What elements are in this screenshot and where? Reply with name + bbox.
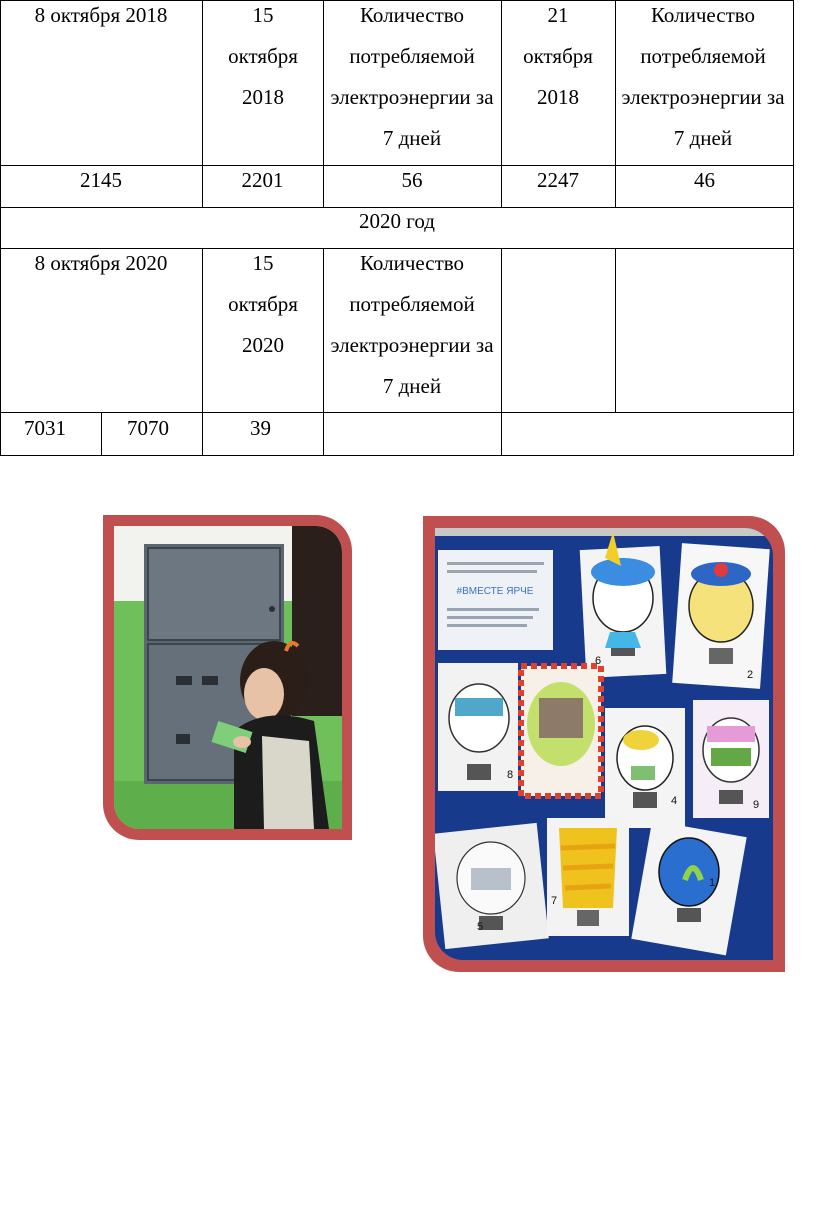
header-consumption-3: Количество потребляемой электроэнергии за 7 дней bbox=[330, 251, 494, 398]
bulb-number: 1 bbox=[709, 877, 716, 889]
consumption-table bbox=[0, 0, 794, 456]
bulb-sheet bbox=[605, 708, 685, 828]
table-rule bbox=[0, 455, 794, 456]
girl-reading-meter-photo bbox=[103, 515, 352, 840]
header-date-8-oct-2018: 8 октября 2018 bbox=[34, 3, 168, 27]
reading-2247: 2247 bbox=[537, 168, 579, 192]
table-rule bbox=[101, 412, 102, 456]
bulb-sheet bbox=[438, 663, 518, 791]
poster-title: #ВМЕСТЕ ЯРЧЕ bbox=[456, 586, 534, 597]
bulb-sheet bbox=[631, 821, 746, 956]
reading-7031: 7031 bbox=[24, 416, 66, 440]
consumption-46: 46 bbox=[694, 168, 715, 192]
year-2020-heading: 2020 год bbox=[359, 209, 435, 233]
reading-2145: 2145 bbox=[80, 168, 122, 192]
table-rule bbox=[202, 248, 203, 456]
table-rule bbox=[501, 248, 502, 456]
bulb-number: 8 bbox=[507, 769, 514, 781]
header-consumption-2: Количество потребляемой электроэнергии за 7 дней bbox=[621, 3, 785, 150]
bulb-number: 4 bbox=[671, 795, 678, 807]
board-photo-illustration bbox=[435, 528, 773, 960]
bulb-sheet bbox=[672, 543, 770, 689]
photo-image bbox=[435, 528, 773, 960]
lightbulb-drawings-board-photo bbox=[423, 516, 785, 972]
reading-7070: 7070 bbox=[127, 416, 169, 440]
bulb-number: 6 bbox=[595, 655, 602, 667]
header-consumption-1: Количество потребляемой электроэнергии за 7 дней bbox=[330, 3, 494, 150]
header-date-15-oct-2018: 15 октября 2018 bbox=[228, 3, 298, 109]
consumption-39: 39 bbox=[250, 416, 271, 440]
meter-photo-illustration bbox=[114, 526, 342, 829]
reading-2201: 2201 bbox=[241, 168, 284, 192]
bulb-sheet bbox=[521, 666, 601, 796]
bulb-sheet bbox=[547, 818, 629, 936]
table-rule bbox=[615, 248, 616, 413]
header-date-15-oct-2020: 15 октября 2020 bbox=[228, 251, 298, 357]
table-rule bbox=[0, 412, 794, 413]
consumption-56: 56 bbox=[401, 168, 423, 192]
bulb-sheet bbox=[580, 532, 667, 678]
bulb-number: 7 bbox=[551, 895, 558, 907]
bulb-number: 2 bbox=[747, 669, 754, 681]
bulb-sheet bbox=[435, 823, 549, 949]
bulb-number: 5 bbox=[477, 921, 484, 933]
header-date-21-oct-2018: 21 октября 2018 bbox=[523, 3, 593, 109]
bulb-number: 9 bbox=[753, 799, 760, 811]
table-rule bbox=[323, 248, 324, 456]
photo-image bbox=[114, 526, 342, 829]
header-date-8-oct-2020: 8 октября 2020 bbox=[34, 251, 168, 275]
